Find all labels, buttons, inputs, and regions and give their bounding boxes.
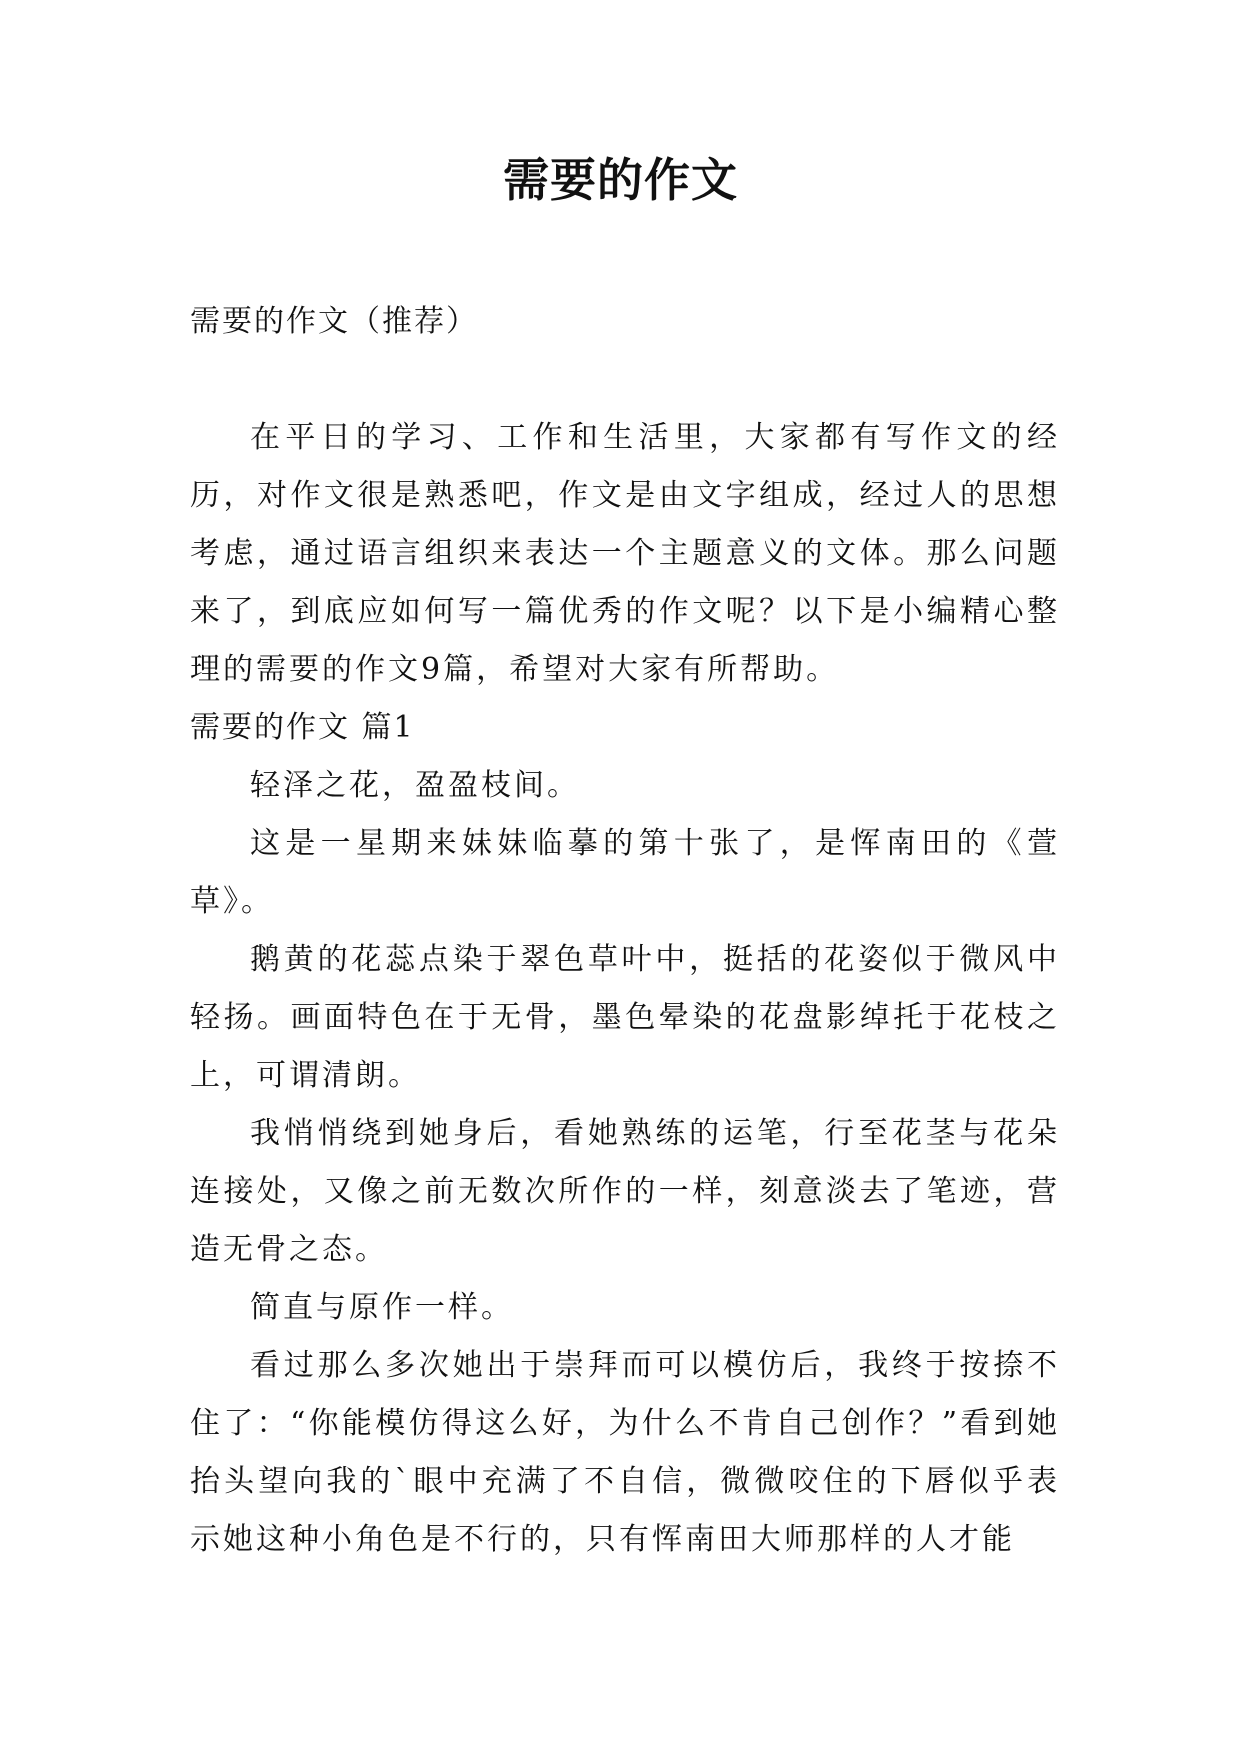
section-heading: 需要的作文 篇1 bbox=[190, 710, 415, 745]
body-paragraph: 简直与原作一样。 bbox=[250, 1290, 514, 1325]
body-paragraph: 我悄悄绕到她身后，看她熟练的运笔，行至花茎与花朵连接处，又像之前无数次所作的一样，刻意淡去了笔迹，营造无骨之态。 bbox=[190, 1116, 1060, 1267]
document-body bbox=[190, 293, 1060, 1569]
body-paragraph: 鹅黄的花蕊点染于翠色草叶中，挺括的花姿似于微风中轻扬。画面特色在于无骨，墨色晕染的花盘影绰托于花枝之上，可谓清朗。 bbox=[190, 942, 1060, 1093]
intro-paragraph: 在平日的学习、工作和生活里，大家都有写作文的经历，对作文很是熟悉吧，作文是由文字组成，经过人的思想考虑，通过语言组织来表达一个主题意义的文体。那么问题来了，到底应如何写一篇优秀的作文呢？以下是小编精心整理的需要的作文9篇，希望对大家有所帮助。 bbox=[190, 420, 1060, 687]
body-paragraph: 轻泽之花，盈盈枝间。 bbox=[250, 768, 580, 803]
document-subtitle: 需要的作文（推荐） bbox=[190, 304, 478, 339]
body-paragraph: 这是一星期来妹妹临摹的第十张了，是恽南田的《萱草》。 bbox=[190, 826, 1060, 919]
body-paragraph: 看过那么多次她出于崇拜而可以模仿后，我终于按捺不住了：“你能模仿得这么好，为什么不肯自己创作？”看到她抬头望向我的`眼中充满了不自信，微微咬住的下唇似乎表示她这种小角色是不行的，只有恽南田大师那样的人才能 bbox=[190, 1348, 1060, 1557]
document-title: 需要的作文 bbox=[503, 153, 738, 207]
